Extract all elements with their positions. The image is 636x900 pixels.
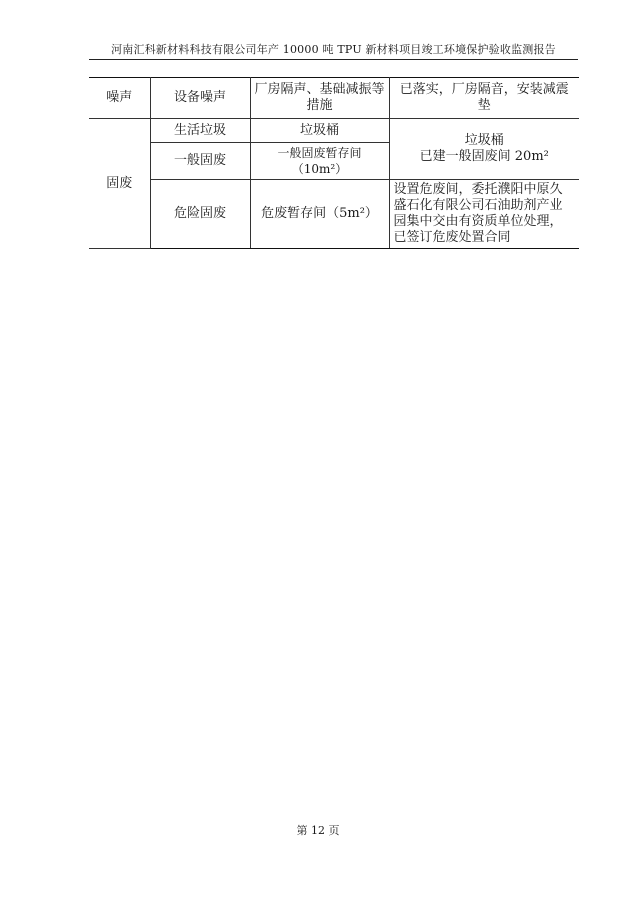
measure-hazardous-waste: 危废暂存间（5m²） xyxy=(250,180,389,249)
measure-general-waste: 一般固废暂存间（10m²） xyxy=(250,143,389,180)
measure-noise: 厂房隔声、基础减振等措施 xyxy=(250,78,389,119)
table-row xyxy=(89,180,579,249)
category-noise: 噪声 xyxy=(89,78,150,119)
category-solid-waste: 固废 xyxy=(89,119,150,249)
measures-table xyxy=(89,77,579,249)
item-equipment-noise: 设备噪声 xyxy=(150,78,250,119)
item-general-waste: 一般固废 xyxy=(150,143,250,180)
status-domestic-general-text: 垃圾桶 已建一般固废间 20m² xyxy=(419,133,549,164)
table-row xyxy=(89,78,579,119)
table-row xyxy=(89,119,579,143)
page-number: 第 12 页 xyxy=(296,824,340,837)
status-hazardous-waste: 设置危废间，委托濮阳中原久盛石化有限公司石油助剂产业园集中交由有资质单位处理，已签订危废处置合同 xyxy=(389,180,579,249)
status-domestic-general xyxy=(389,119,579,180)
item-domestic-waste: 生活垃圾 xyxy=(150,119,250,143)
item-hazardous-waste: 危险固废 xyxy=(150,180,250,249)
measure-domestic-waste: 垃圾桶 xyxy=(250,119,389,143)
header-rule xyxy=(89,59,578,60)
status-noise: 已落实，厂房隔音，安装减震垫 xyxy=(389,78,579,119)
page-header: 河南汇科新材料科技有限公司年产 10000 吨 TPU 新材料项目竣工环境保护验收监测报告 xyxy=(111,43,556,56)
